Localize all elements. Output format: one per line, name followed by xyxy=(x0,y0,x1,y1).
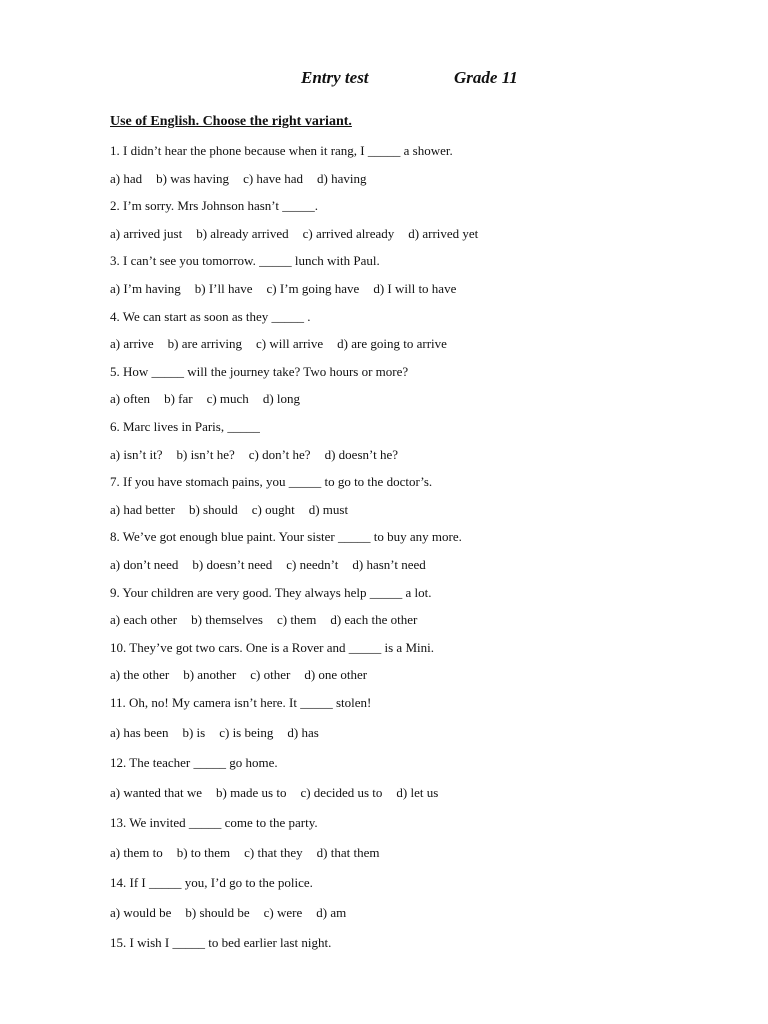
answer-option: b) to them xyxy=(176,844,231,860)
answer-option: d) are going to arrive xyxy=(337,336,447,352)
answer-option: b) should be xyxy=(185,904,250,920)
answer-option: a) wanted that we xyxy=(110,784,203,800)
answer-option: c) arrived already xyxy=(302,225,395,241)
answer-option: a) has been xyxy=(110,724,169,740)
answer-options xyxy=(110,280,710,308)
answer-option: d) having xyxy=(316,170,367,186)
answer-option: a) don’t need xyxy=(110,556,179,572)
answer-option: d) one other xyxy=(304,667,368,683)
answer-option: c) much xyxy=(206,391,249,407)
answer-option: b) far xyxy=(164,391,193,407)
answer-option: d) long xyxy=(262,391,301,407)
question-text: 1. I didn’t hear the phone because when it rang, I _____ a shower. xyxy=(110,143,453,158)
answer-option: b) was having xyxy=(156,170,230,186)
answer-option: d) I will to have xyxy=(373,280,457,296)
answer-option: b) isn’t he? xyxy=(176,446,235,462)
answer-option: b) made us to xyxy=(216,784,287,800)
answer-options xyxy=(110,225,710,253)
answer-option: c) other xyxy=(250,667,291,683)
answer-option: c) I’m going have xyxy=(266,280,360,296)
answer-options xyxy=(110,170,710,198)
title-row xyxy=(0,68,768,92)
answer-option: b) doesn’t need xyxy=(192,556,273,572)
question-text: 14. If I _____ you, I’d go to the police. xyxy=(110,874,313,890)
answer-options xyxy=(110,611,710,639)
answer-option: a) each other xyxy=(110,612,178,628)
answer-option: b) are arriving xyxy=(167,336,243,352)
question-text: 3. I can’t see you tomorrow. _____ lunch with Paul. xyxy=(110,253,380,269)
answer-option: a) isn’t it? xyxy=(110,446,163,462)
answer-option: c) have had xyxy=(243,170,303,186)
answer-option: a) I’m having xyxy=(110,280,181,296)
answer-option: a) arrive xyxy=(110,336,154,352)
question-text: 9. Your children are very good. They always help _____ a lot. xyxy=(110,584,432,600)
question-text: 15. I wish I _____ to bed earlier last night. xyxy=(110,934,332,950)
answer-options xyxy=(110,501,710,529)
answer-option: b) I’ll have xyxy=(194,280,253,296)
answer-option: b) is xyxy=(182,724,206,740)
question-text: 8. We’ve got enough blue paint. Your sister _____ to buy any more. xyxy=(110,529,462,545)
question-list xyxy=(110,142,710,964)
answer-option: c) decided us to xyxy=(300,784,383,800)
question-text: 7. If you have stomach pains, you _____ to go to the doctor’s. xyxy=(110,474,433,490)
question-text: 5. How _____ will the journey take? Two hours or more? xyxy=(110,363,409,379)
answer-option: d) hasn’t need xyxy=(352,556,426,572)
grade-label: Grade 11 xyxy=(454,68,518,87)
answer-option: a) had better xyxy=(110,501,175,517)
page-title: Entry test xyxy=(301,68,369,87)
answer-option: d) each the other xyxy=(330,612,418,628)
question-text: 10. They’ve got two cars. One is a Rover and _____ is a Mini. xyxy=(110,639,434,655)
answer-option: c) needn’t xyxy=(286,556,339,572)
answer-options xyxy=(110,724,710,754)
question-text: 2. I’m sorry. Mrs Johnson hasn’t _____. xyxy=(110,198,318,214)
answer-option: c) will arrive xyxy=(256,336,324,352)
answer-option: a) would be xyxy=(110,904,172,920)
question-text: 13. We invited _____ come to the party. xyxy=(110,814,318,830)
answer-option: b) should xyxy=(188,501,238,517)
answer-options xyxy=(110,784,710,814)
answer-option: d) arrived yet xyxy=(408,225,479,241)
answer-option: c) were xyxy=(263,904,303,920)
question-text: 11. Oh, no! My camera isn’t here. It _____ stolen! xyxy=(110,694,372,710)
answer-option: c) is being xyxy=(219,724,274,740)
answer-option: c) ought xyxy=(251,501,295,517)
answer-option: a) often xyxy=(110,391,151,407)
section-heading: Use of English. Choose the right variant. xyxy=(110,114,352,129)
question-text: 6. Marc lives in Paris, _____ xyxy=(110,418,260,434)
answer-option: c) that they xyxy=(244,844,303,860)
answer-options xyxy=(110,446,710,474)
answer-option: a) arrived just xyxy=(110,225,183,241)
answer-options xyxy=(110,666,710,694)
answer-options xyxy=(110,904,710,934)
answer-options xyxy=(110,844,710,874)
answer-option: d) am xyxy=(316,904,347,920)
answer-option: a) them to xyxy=(110,844,163,860)
answer-option: d) has xyxy=(287,724,319,740)
answer-option: c) them xyxy=(276,612,317,628)
question-text: 4. We can start as soon as they _____ . xyxy=(110,308,311,324)
answer-option: a) had xyxy=(110,170,143,186)
answer-option: b) already arrived xyxy=(196,225,289,241)
answer-option: d) let us xyxy=(396,784,439,800)
answer-option: d) doesn’t he? xyxy=(324,446,398,462)
answer-option: d) must xyxy=(308,501,349,517)
answer-option: b) themselves xyxy=(191,612,263,628)
answer-options xyxy=(110,390,710,418)
answer-option: c) don’t he? xyxy=(248,446,311,462)
answer-option: a) the other xyxy=(110,667,170,683)
answer-options xyxy=(110,335,710,363)
answer-options xyxy=(110,556,710,584)
answer-option: b) another xyxy=(183,667,237,683)
question-text: 12. The teacher _____ go home. xyxy=(110,754,278,770)
answer-option: d) that them xyxy=(316,844,380,860)
